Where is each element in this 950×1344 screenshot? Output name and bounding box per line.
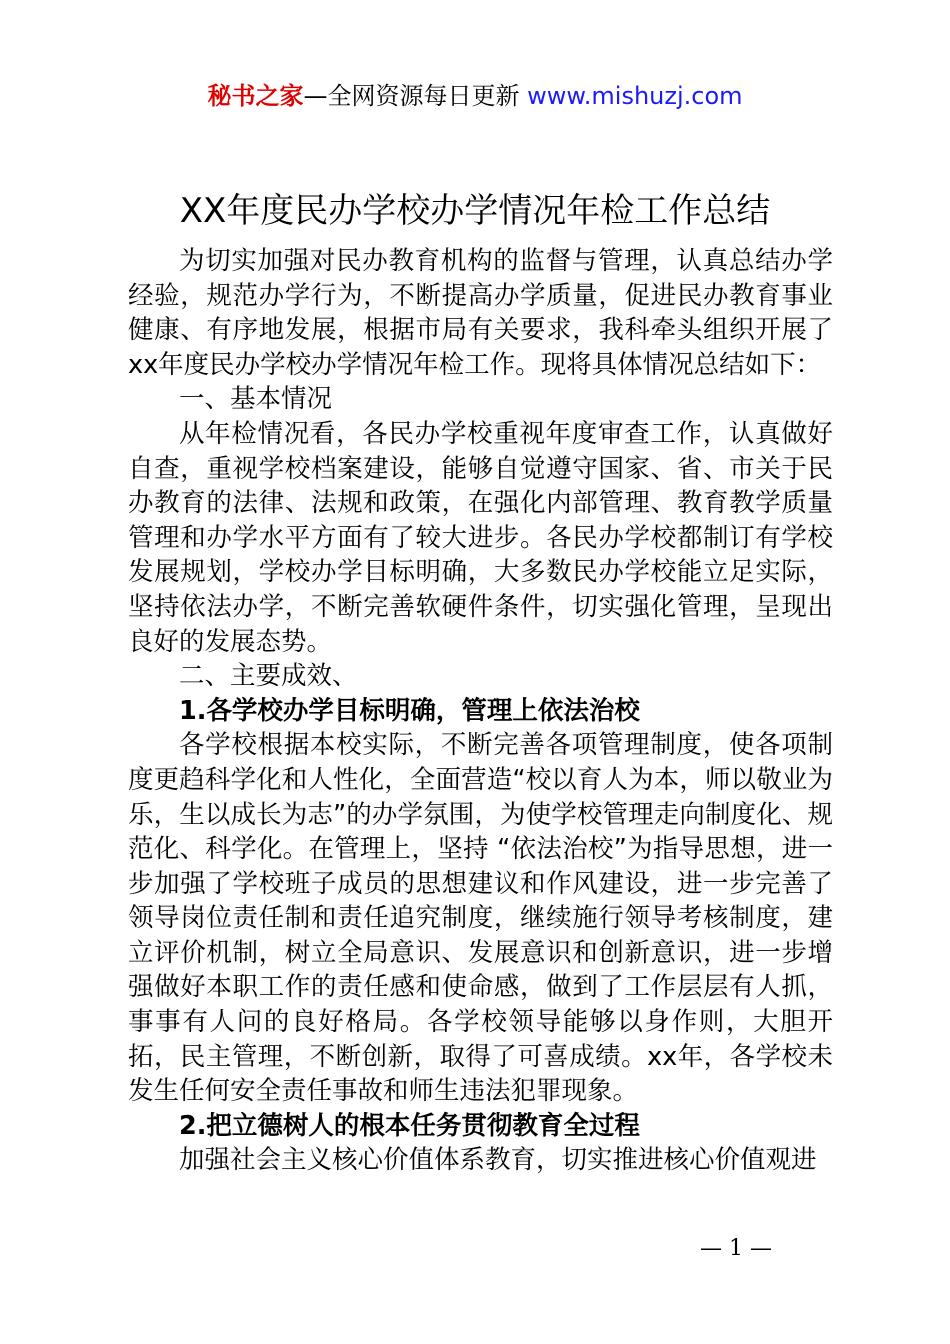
subsection-2-heading: 2.把立德树人的根本任务贯彻教育全过程: [179, 1110, 640, 1141]
document-title: XX年度民办学校办学情况年检工作总结: [179, 191, 771, 231]
page-number: — 1 —: [700, 1236, 772, 1261]
brand-name: 秘书之家: [207, 82, 304, 110]
site-url-link[interactable]: www.mishuzj.com: [527, 82, 743, 110]
site-header: [0, 80, 950, 112]
subsection-1-paragraph: 各学校根据本校实际，不断完善各项管理制度，使各项制度更趋科学化和人性化，全面营造“校以育人为本，师以敬业为乐，生以成长为志”的办学氛围，为使学校管理走向制度化、规范化、科学化。在管理上，坚持 “依法治校”为指导思想，进一步加强了学校班子成员的思想建议和作风建设，进一步完善了领导岗位责任制和责任追究制度，继续施行领导考核制度，建立评价机制，树立全局意识、发展意识和创新意识，进一步增强做好本职工作的责任感和使命感，做到了工作层层有人抓，事事有人问的良好格局。各学校领导能够以身作则，大胆开拓，民主管理，不断创新，取得了可喜成绩。xx年，各学校未发生任何安全责任事故和师生违法犯罪现象。: [128, 730, 833, 1107]
subsection-2-paragraph: 加强社会主义核心价值体系教育，切实推进核心价值观进: [179, 1145, 817, 1176]
header-tagline: —全网资源每日更新: [303, 82, 520, 110]
intro-paragraph: 为切实加强对民办教育机构的监督与管理，认真总结办学经验，规范办学行为，不断提高办学质量，促进民办教育事业健康、有序地发展，根据市局有关要求，我科牵头组织开展了xx年度民办学校办学情况年检工作。现将具体情况总结如下：: [128, 246, 833, 380]
section-1-heading: 一、基本情况: [179, 384, 333, 415]
document-body: [128, 244, 833, 1178]
subsection-1-heading: 1.各学校办学目标明确，管理上依法治校: [179, 695, 640, 726]
section-1-paragraph: 从年检情况看，各民办学校重视年度审查工作，认真做好自查，重视学校档案建设，能够自觉遵守国家、省、市关于民办教育的法律、法规和政策，在强化内部管理、教育教学质量管理和办学水平方面有了较大进步。各民办学校都制订有学校发展规划，学校办学目标明确，大多数民办学校能立足实际，坚持依法办学，不断完善软硬件条件，切实强化管理，呈现出良好的发展态势。: [128, 418, 833, 657]
section-2-heading: 二、主要成效、: [179, 661, 358, 692]
